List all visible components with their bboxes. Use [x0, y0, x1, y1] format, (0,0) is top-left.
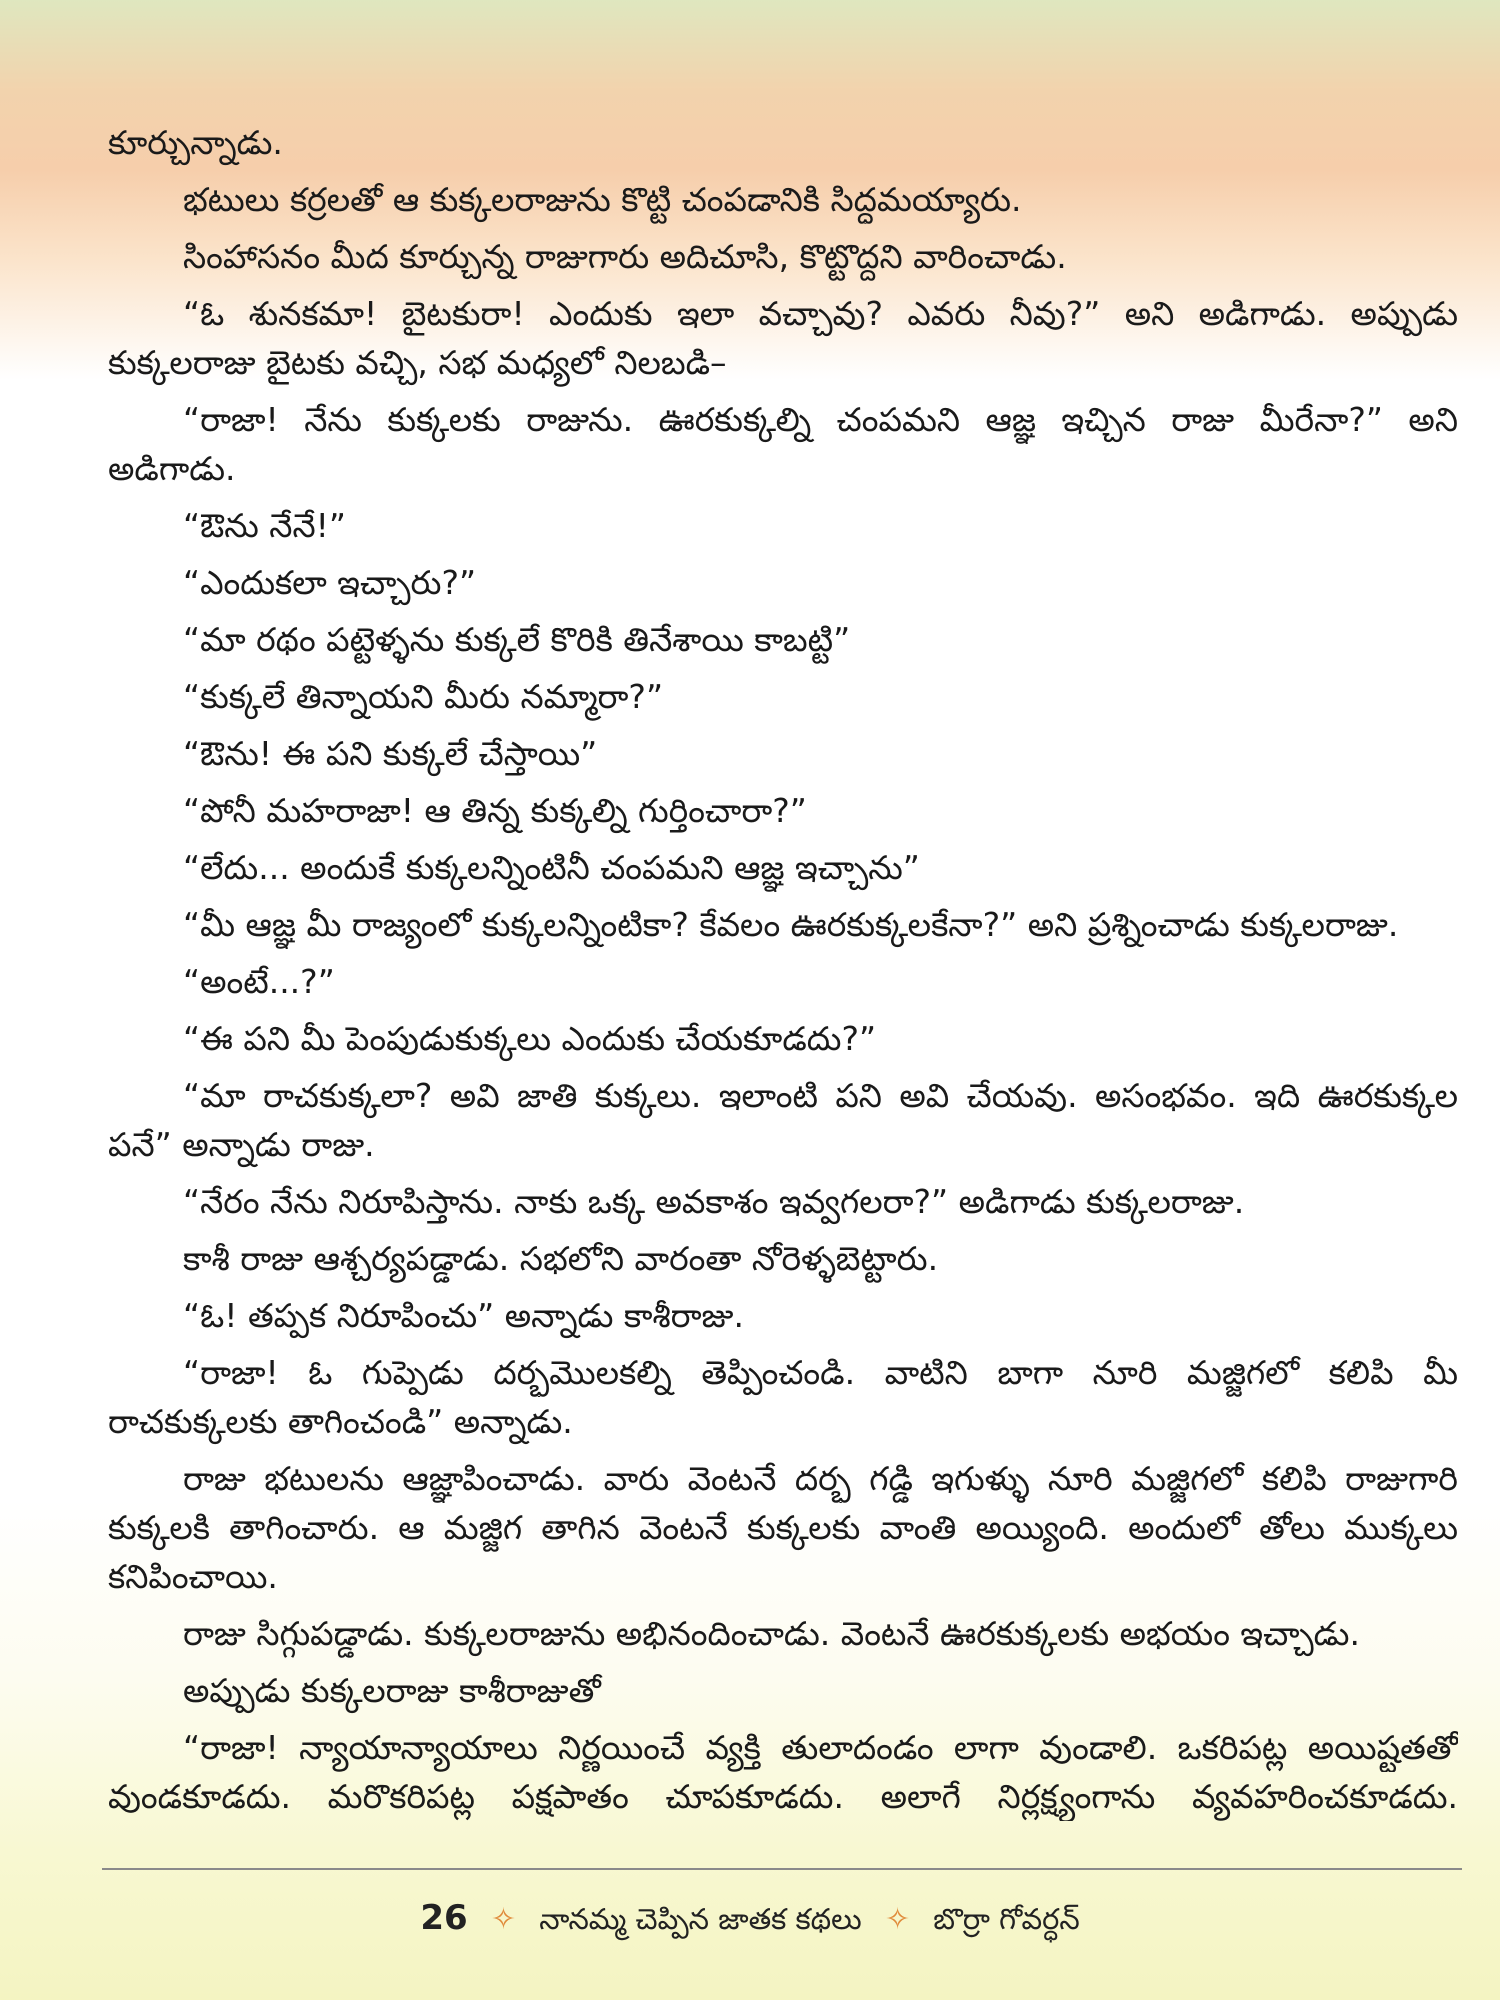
text-line: “మీ ఆజ్ఞ మీ రాజ్యంలో కుక్కలన్నింటికా? కేవలం ఊరకుక్కలకేనా?” అని ప్రశ్నించాడు కుక్కలరాజు.	[183, 905, 1399, 944]
text-line: కాశీ రాజు ఆశ్చర్యపడ్డాడు. సభలోని వారంతా నోరెళ్ళబెట్టారు.	[183, 1239, 939, 1278]
text-line: కుక్కలకి తాగించారు. ఆ మజ్జిగ తాగిన వెంటనే కుక్కలకు వాంతి అయ్యింది. అందులో తోలు ముక్కలు	[108, 1508, 1458, 1547]
text-line: “మా రథం పట్టెళ్ళను కుక్కలే కొరికి తినేశాయి కాబట్టి”	[183, 620, 851, 659]
text-line: “ఔను! ఈ పని కుక్కలే చేస్తాయి”	[183, 734, 598, 773]
text-line: “రాజా! న్యాయాన్యాయాలు నిర్ణయించే వ్యక్తి తులాదండం లాగా వుండాలి. ఒకరిపట్ల అయిష్టతతో	[183, 1728, 1458, 1767]
text-line: అప్పుడు కుక్కలరాజు కాశీరాజుతో	[183, 1671, 601, 1710]
text-line: “ఓ శునకమా! బైటకురా! ఎందుకు ఇలా వచ్చావు? ఎవరు నీవు?” అని అడిగాడు. అప్పుడు	[183, 294, 1458, 333]
text-line: “లేదు... అందుకే కుక్కలన్నింటినీ చంపమని ఆజ్ఞ ఇచ్చాను”	[183, 848, 920, 887]
text-line: “కుక్కలే తిన్నాయని మీరు నమ్మారా?”	[183, 677, 664, 716]
text-line: భటులు కర్రలతో ఆ కుక్కలరాజును కొట్టి చంపడానికి సిద్ధమయ్యారు.	[183, 180, 1022, 219]
text-line: “ఎందుకలా ఇచ్చారు?”	[183, 563, 477, 602]
text-line: “రాజా! ఓ గుప్పెడు దర్భమొలకల్ని తెప్పించండి. వాటిని బాగా నూరి మజ్జిగలో కలిపి మీ	[183, 1353, 1458, 1392]
page-footer	[0, 1897, 1500, 1941]
text-line: సింహాసనం మీద కూర్చున్న రాజుగారు అదిచూసి, కొట్టొద్దని వారించాడు.	[183, 237, 1067, 276]
star-separator-icon: ✧	[490, 1902, 516, 1937]
text-line: కూర్చున్నాడు.	[108, 123, 283, 162]
book-title: నానమ్మ చెప్పిన జాతక కథలు	[539, 1902, 862, 1936]
page-body	[108, 118, 1458, 1821]
text-line: “రాజా! నేను కుక్కలకు రాజును. ఊరకుక్కల్ని చంపమని ఆజ్ఞ ఇచ్చిన రాజు మీరేనా?” అని	[183, 400, 1458, 439]
text-line: కనిపించాయి.	[108, 1557, 278, 1596]
text-line: “ఔను నేనే!”	[183, 506, 346, 545]
text-line: రాచకుక్కలకు తాగించండి” అన్నాడు.	[108, 1402, 573, 1441]
text-line: అడిగాడు.	[108, 449, 236, 488]
text-line: “మా రాచకుక్కలా? అవి జాతి కుక్కలు. ఇలాంటి పని అవి చేయవు. అసంభవం. ఇది ఊరకుక్కల	[183, 1076, 1458, 1115]
author-name: బొర్రా గోవర్ధన్	[933, 1902, 1080, 1936]
star-separator-icon: ✧	[884, 1902, 911, 1937]
text-line: వుండకూడదు. మరొకరిపట్ల పక్షపాతం చూపకూడదు. అలాగే నిర్లక్ష్యంగాను వ్యవహరించకూడదు.	[108, 1777, 1458, 1816]
text-line: రాజు భటులను ఆజ్ఞాపించాడు. వారు వెంటనే దర్భ గడ్డి ఇగుళ్ళు నూరి మజ్జిగలో కలిపి రాజుగారి	[183, 1459, 1458, 1498]
text-line: “నేరం నేను నిరూపిస్తాను. నాకు ఒక్క అవకాశం ఇవ్వగలరా?” అడిగాడు కుక్కలరాజు.	[183, 1182, 1245, 1221]
text-line: “అంటే...?”	[183, 962, 335, 1001]
text-line: “ఓ! తప్పక నిరూపించు” అన్నాడు కాశీరాజు.	[183, 1296, 744, 1335]
text-line: పనే” అన్నాడు రాజు.	[108, 1125, 375, 1164]
text-line: “ఈ పని మీ పెంపుడుకుక్కలు ఎందుకు చేయకూడదు?”	[183, 1019, 877, 1058]
text-line: రాజు సిగ్గుపడ్డాడు. కుక్కలరాజును అభినందించాడు. వెంటనే ఊరకుక్కలకు అభయం ఇచ్చాడు.	[183, 1614, 1360, 1653]
page-number: 26	[420, 1898, 468, 1938]
text-line: “పోనీ మహరాజా! ఆ తిన్న కుక్కల్ని గుర్తించారా?”	[183, 791, 807, 830]
footer-divider	[102, 1868, 1462, 1870]
text-line: కుక్కలరాజు బైటకు వచ్చి, సభ మధ్యలో నిలబడి–	[108, 343, 727, 382]
